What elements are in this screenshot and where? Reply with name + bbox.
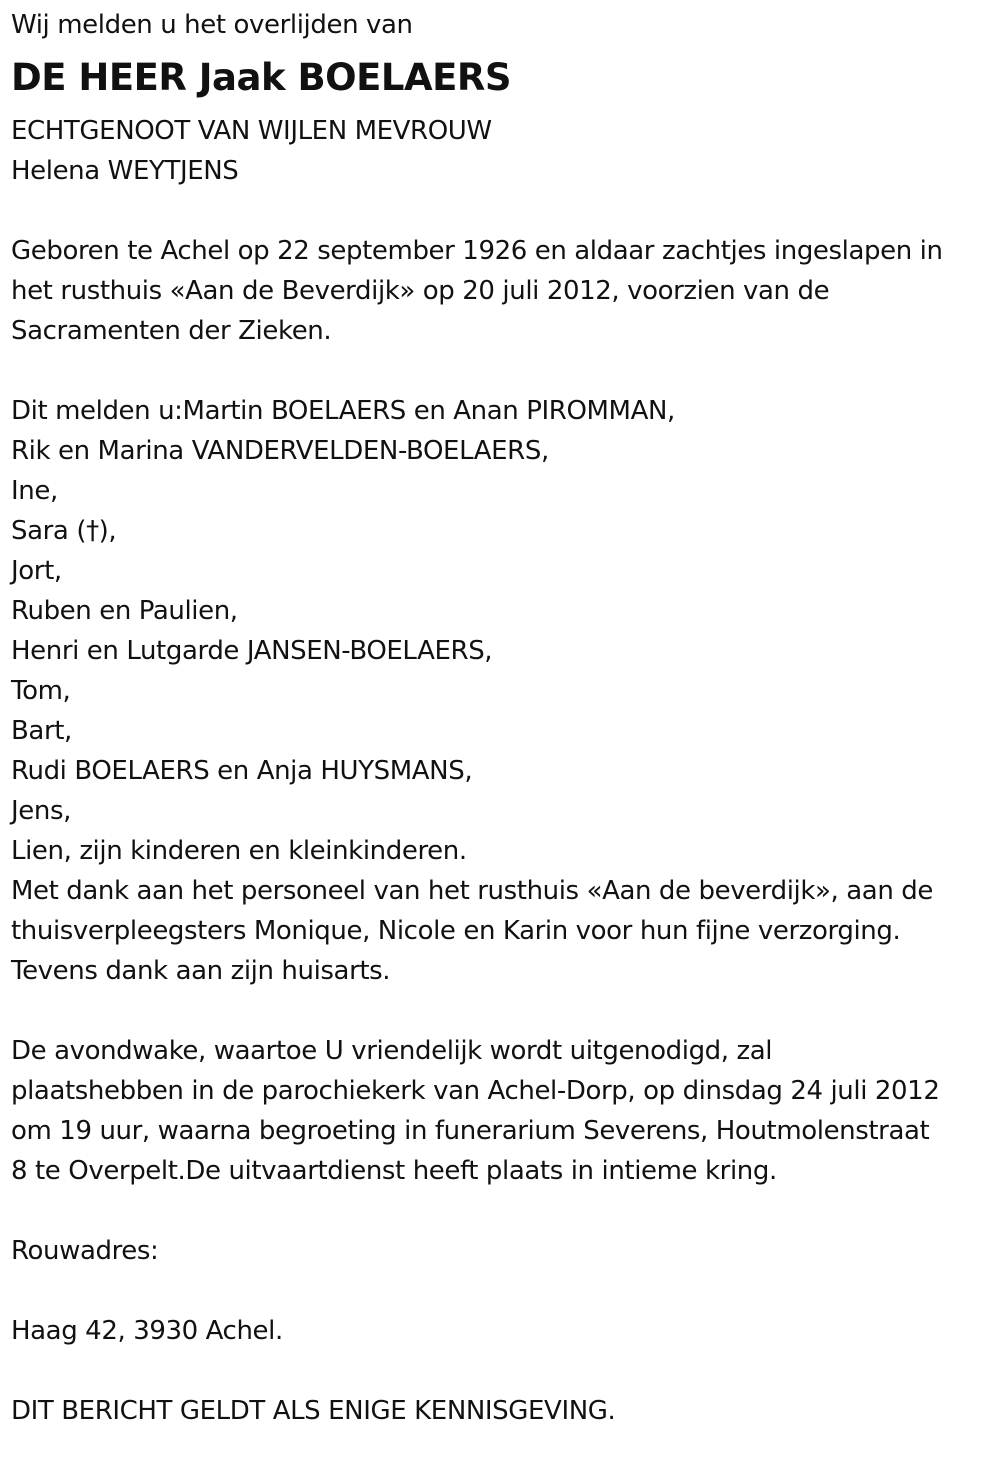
address-label: Rouwadres: [11, 1236, 159, 1266]
family-line: Rudi BOELAERS en Anja HUYSMANS, [11, 756, 473, 786]
spouse-line-1: ECHTGENOOT VAN WIJLEN MEVROUW [11, 116, 492, 146]
family-line: Sara (†), [11, 516, 117, 546]
spouse-line-2: Helena WEYTJENS [11, 156, 239, 186]
address-text: Haag 42, 3930 Achel. [11, 1316, 283, 1346]
paragraph-line: Geboren te Achel op 22 september 1926 en aldaar zachtjes ingeslapen in [11, 236, 943, 266]
family-line: Ine, [11, 476, 58, 506]
family-line: Henri en Lutgarde JANSEN-BOELAERS, [11, 636, 493, 666]
birth-death-paragraph [11, 231, 991, 351]
spacer [11, 1351, 991, 1391]
family-line: Bart, [11, 716, 72, 746]
deceased-name: DE HEER Jaak BOELAERS [11, 56, 512, 99]
family-paragraph [11, 391, 991, 991]
family-line: Lien, zijn kinderen en kleinkinderen. [11, 836, 467, 866]
family-line: Dit melden u:Martin BOELAERS en Anan PIROMMAN, [11, 396, 675, 426]
spacer [11, 351, 991, 391]
family-line: Tevens dank aan zijn huisarts. [11, 956, 391, 986]
death-notice [11, 0, 991, 1431]
paragraph-line: Sacramenten der Zieken. [11, 316, 332, 346]
closing-text: DIT BERICHT GELDT ALS ENIGE KENNISGEVING. [11, 1396, 616, 1426]
intro-text: Wij melden u het overlijden van [11, 10, 413, 40]
spacer [11, 1191, 991, 1231]
family-line: Rik en Marina VANDERVELDEN-BOELAERS, [11, 436, 549, 466]
spacer [11, 991, 991, 1031]
ceremony-line: plaatshebben in de parochiekerk van Achel-Dorp, op dinsdag 24 juli 2012 [11, 1076, 940, 1106]
family-line: Tom, [11, 676, 71, 706]
spacer [11, 191, 991, 231]
family-line: thuisverpleegsters Monique, Nicole en Karin voor hun fijne verzorging. [11, 916, 901, 946]
family-line: Ruben en Paulien, [11, 596, 238, 626]
family-line: Jens, [11, 796, 71, 826]
paragraph-line: het rusthuis «Aan de Beverdijk» op 20 juli 2012, voorzien van de [11, 276, 830, 306]
ceremony-line: om 19 uur, waarna begroeting in funerarium Severens, Houtmolenstraat [11, 1116, 930, 1146]
family-line: Jort, [11, 556, 62, 586]
ceremony-line: 8 te Overpelt.De uitvaartdienst heeft plaats in intieme kring. [11, 1156, 777, 1186]
ceremony-line: De avondwake, waartoe U vriendelijk wordt uitgenodigd, zal [11, 1036, 773, 1066]
spacer [11, 1271, 991, 1311]
family-line: Met dank aan het personeel van het rusthuis «Aan de beverdijk», aan de [11, 876, 933, 906]
ceremony-paragraph [11, 1031, 991, 1191]
